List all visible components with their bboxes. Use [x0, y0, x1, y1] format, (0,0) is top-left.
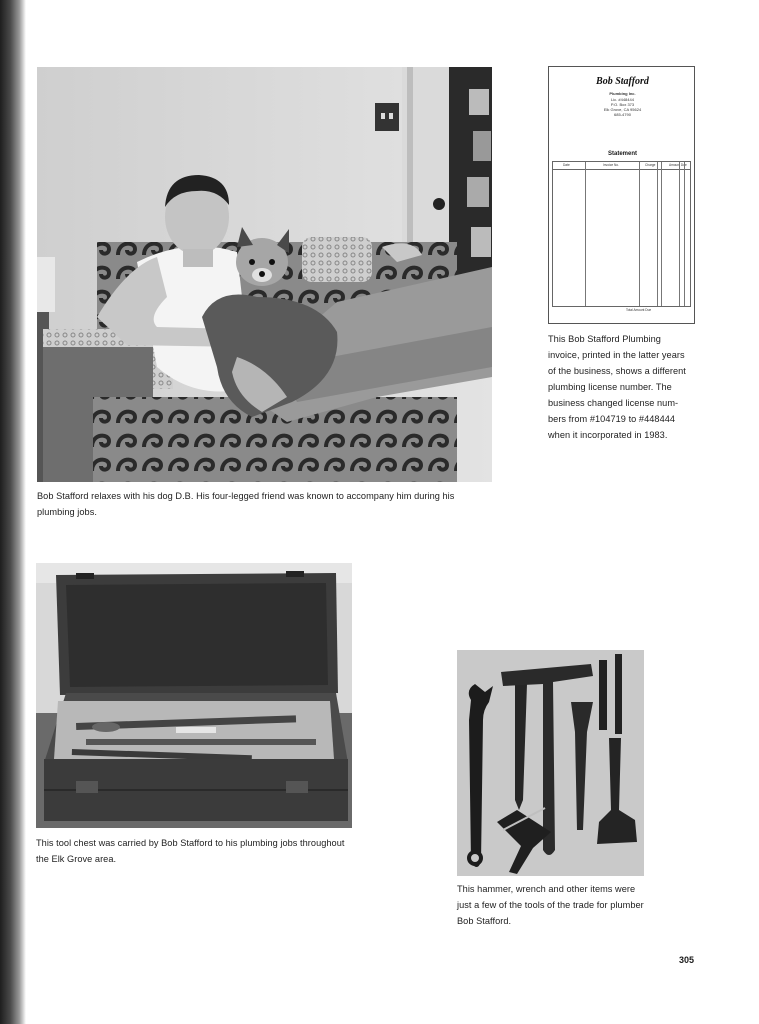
invoice-logo: Bob Stafford: [596, 76, 649, 87]
caption-line: business changed license num-: [548, 398, 679, 408]
invoice-col-invoice-no: Invoice No.: [603, 163, 619, 167]
photo-man-with-dog: [37, 67, 492, 482]
caption-line: This hammer, wrench and other items were: [457, 884, 636, 894]
invoice-title: Statement: [607, 151, 637, 157]
invoice-city: Elk Grove, CA 95624: [603, 107, 642, 112]
invoice-total-label: Total Amount Due: [626, 308, 652, 312]
caption-line: This tool chest was carried by Bob Stafford to his plumbing jobs throughout: [36, 838, 345, 848]
book-binding-shadow: [0, 0, 26, 1024]
invoice-col-charge: Charge: [645, 163, 656, 167]
invoice-col-amount-due: Amount Due: [669, 163, 687, 167]
caption-line: Bob Stafford relaxes with his dog D.B. His four-legged friend was known to accompany him during his: [37, 491, 455, 501]
page-number: 305: [679, 955, 695, 965]
caption-line: plumbing jobs.: [37, 507, 97, 517]
caption-line: invoice, printed in the latter years: [548, 350, 685, 360]
photo-tool-chest: [36, 563, 352, 828]
caption-line: This Bob Stafford Plumbing: [548, 334, 661, 344]
caption-line: Bob Stafford.: [457, 916, 512, 926]
invoice-phone: 685-4790: [614, 112, 631, 117]
invoice-company: Plumbing Inc.: [609, 91, 636, 96]
invoice-column-rule: [585, 162, 586, 306]
invoice-column-rule: [679, 162, 680, 306]
invoice-col-date: Date: [563, 163, 570, 167]
man-with-dog-illustration: [37, 67, 492, 482]
invoice-column-rule: [657, 162, 658, 306]
invoice-table-header: [553, 162, 690, 170]
invoice-document: [548, 66, 695, 324]
invoice-column-rule: [661, 162, 662, 306]
invoice-table: [552, 161, 691, 307]
caption-tool-chest: [36, 835, 344, 867]
tools-illustration: [457, 650, 644, 876]
invoice-po-box: P.O. Box 373: [610, 102, 635, 107]
photo-tools: [457, 650, 644, 876]
caption-line: plumbing license number. The: [548, 382, 672, 392]
caption-line: bers from #104719 to #448444: [548, 414, 676, 424]
invoice-total-row: [552, 307, 691, 315]
caption-invoice: [548, 331, 686, 443]
caption-tools: [457, 881, 644, 929]
invoice-license: Lic. #448444: [611, 97, 634, 102]
caption-man-with-dog: [37, 488, 454, 520]
caption-line: just a few of the tools of the trade for plumber: [457, 900, 644, 910]
invoice-column-rule: [684, 162, 685, 306]
caption-line: of the business, shows a different: [548, 366, 686, 376]
caption-line: the Elk Grove area.: [36, 854, 117, 864]
invoice-column-rule: [639, 162, 640, 306]
caption-line: when it incorporated in 1983.: [548, 430, 668, 440]
tool-chest-illustration: [36, 563, 352, 828]
